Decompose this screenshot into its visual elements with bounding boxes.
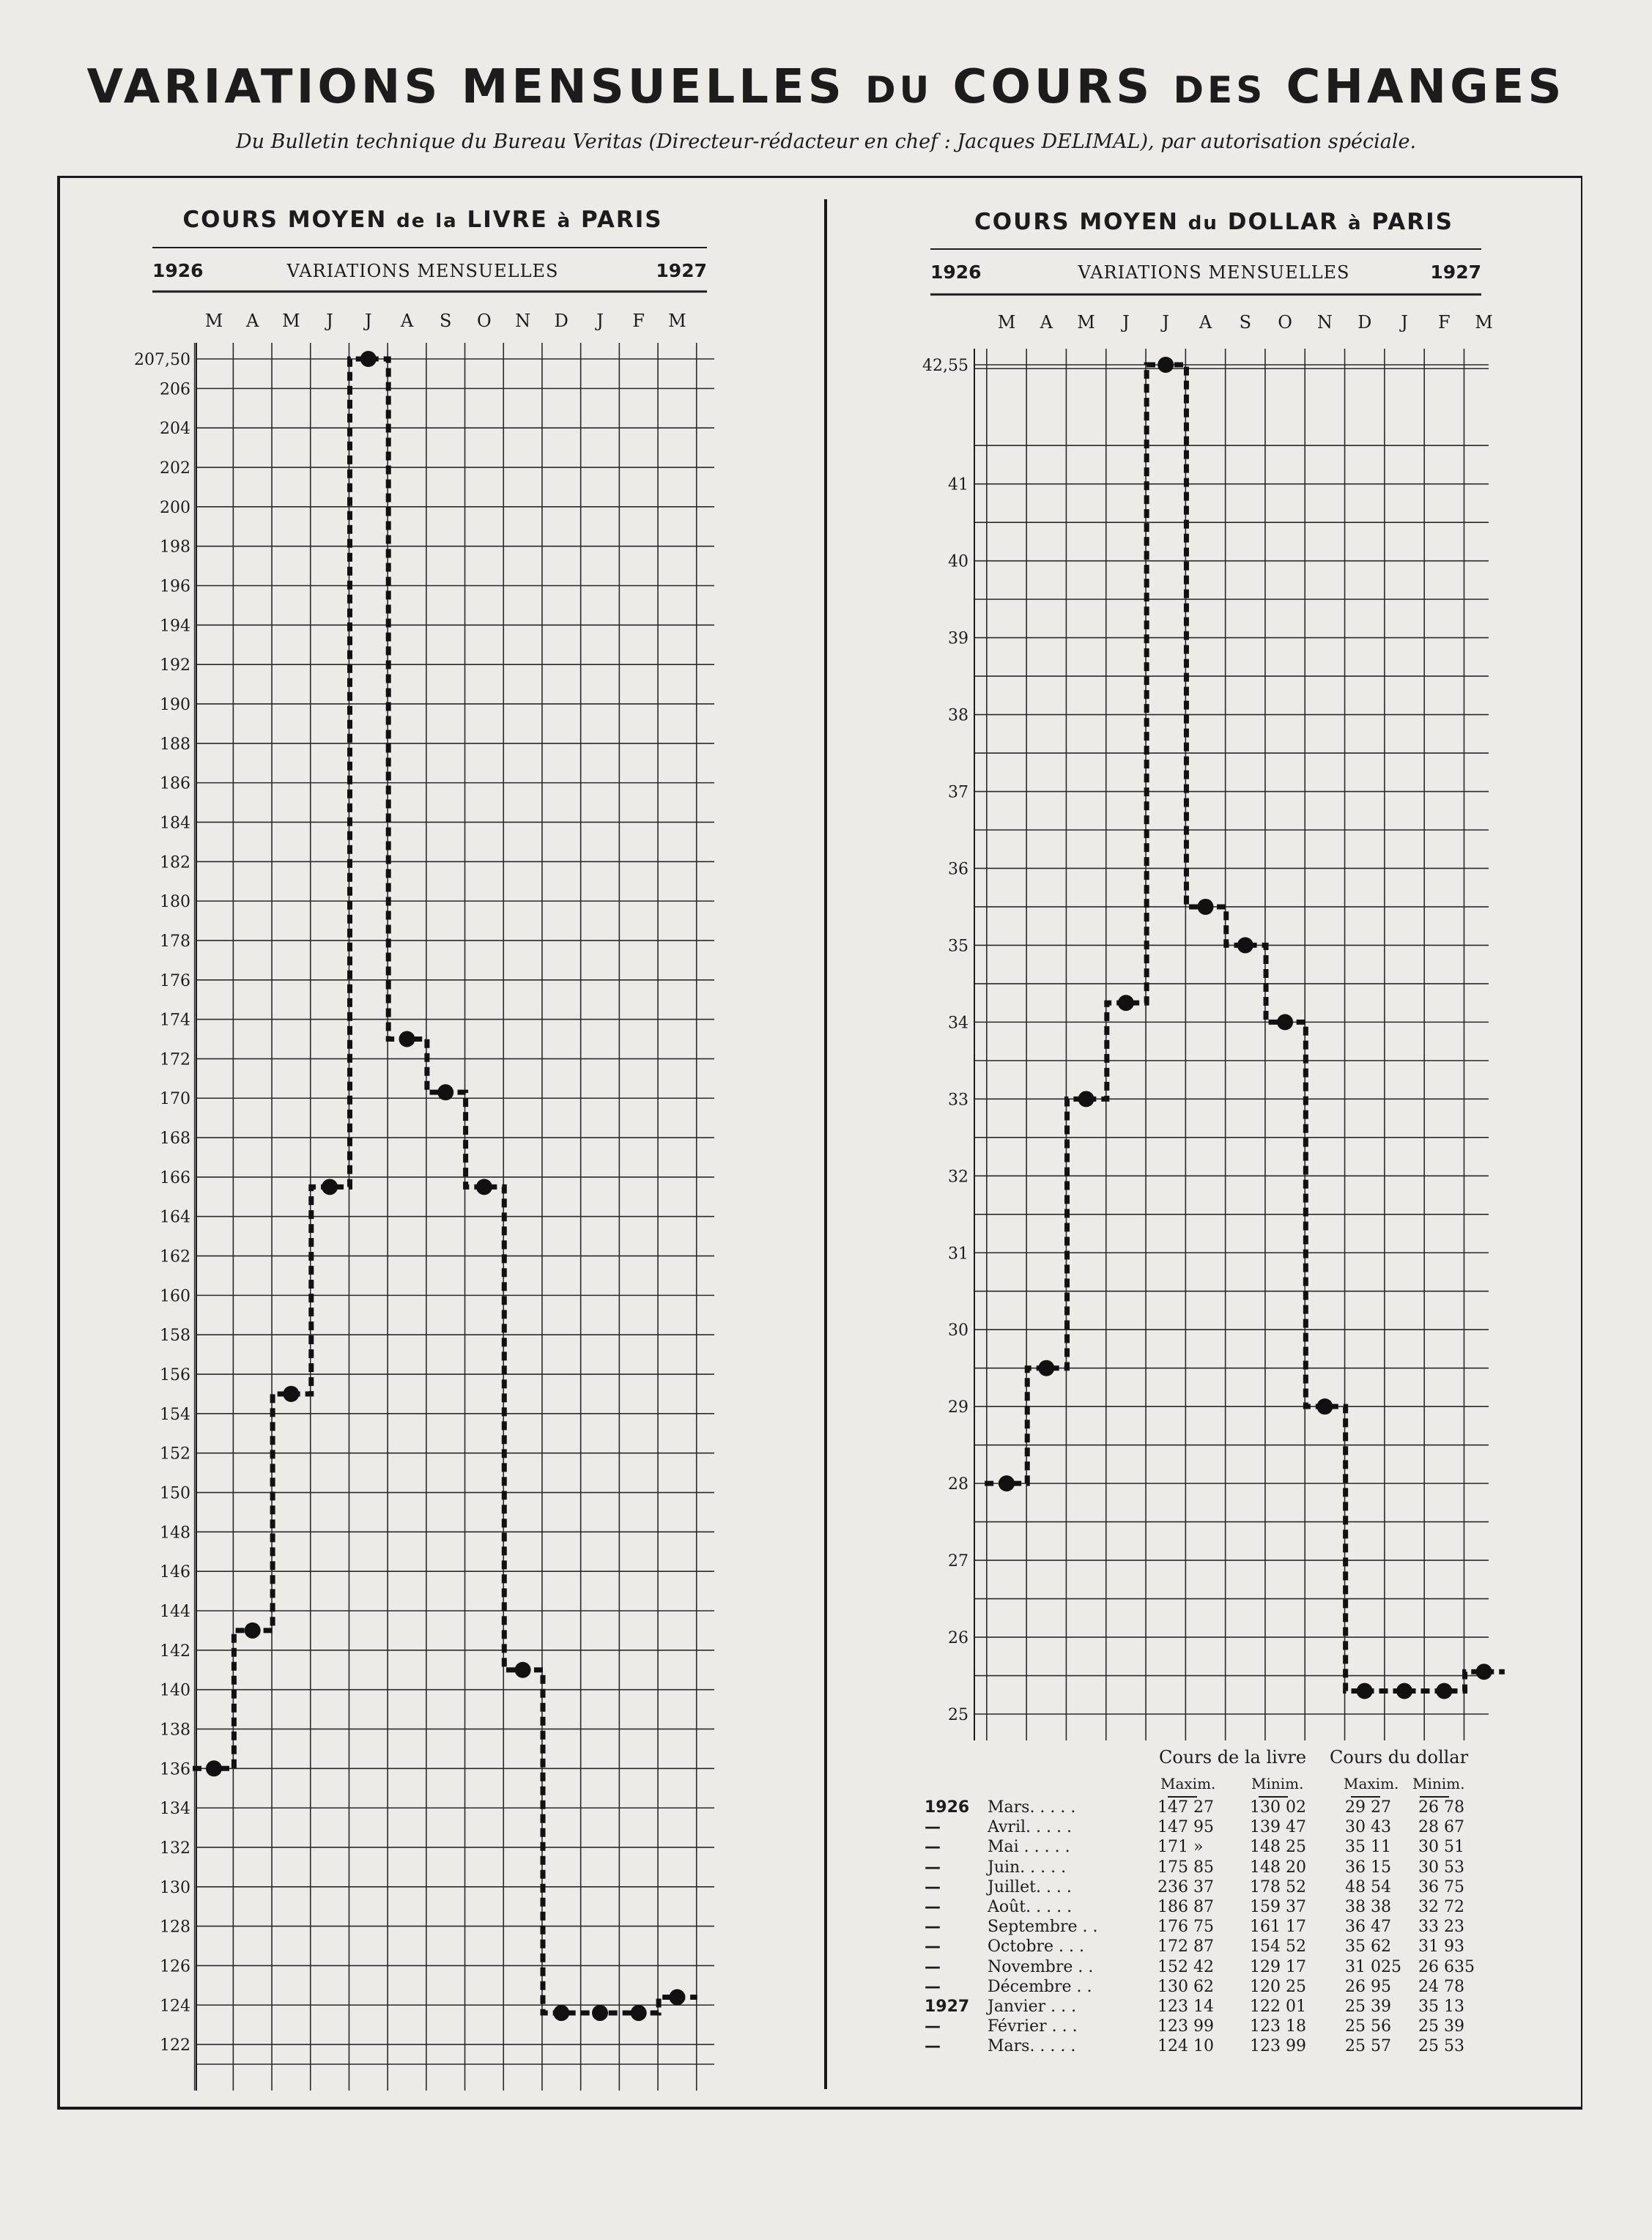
cell-year: — — [925, 1918, 941, 1937]
title-word: DU — [865, 69, 933, 111]
y-tick-label: 164 — [160, 1208, 190, 1227]
data-point — [283, 1386, 299, 1402]
cell-livre-min: 123 99 — [1250, 2037, 1306, 2056]
month-tick-label: J — [1122, 312, 1130, 333]
month-tick-label: M — [1077, 312, 1095, 333]
month-tick-label: M — [204, 311, 223, 331]
chart-title-word: à — [1347, 212, 1363, 234]
chart-title-word: du — [1188, 212, 1218, 234]
y-tick-label: 130 — [160, 1878, 190, 1897]
cell-dollar-max: 25 57 — [1345, 2037, 1391, 2056]
cell-month: Mars. . . . . — [988, 2037, 1076, 2056]
y-tick-label: 122 — [160, 2036, 190, 2055]
chart-title-word: LIVRE — [467, 207, 548, 233]
data-point — [1157, 357, 1174, 373]
table-row — [925, 1977, 1496, 1997]
y-tick-label: 158 — [160, 1327, 190, 1346]
y-tick-label: 182 — [160, 853, 190, 872]
month-tick-label: J — [1401, 312, 1408, 333]
cell-dollar-max: 29 27 — [1345, 1798, 1391, 1817]
y-tick-label: 206 — [160, 380, 190, 399]
chart-title-word: COURS — [182, 207, 278, 233]
cell-dollar-max: 35 11 — [1345, 1838, 1391, 1857]
cell-livre-min: 148 25 — [1250, 1838, 1306, 1857]
data-point — [206, 1760, 222, 1776]
table-row — [925, 1957, 1496, 1977]
y-tick-label: 174 — [160, 1011, 190, 1030]
cell-dollar-min: 32 72 — [1418, 1897, 1464, 1916]
cell-dollar-min: 36 75 — [1418, 1877, 1464, 1896]
y-tick-label: 144 — [160, 1602, 190, 1621]
cell-year: — — [925, 1838, 941, 1857]
data-point — [476, 1179, 492, 1195]
month-tick-label: M — [997, 312, 1016, 333]
cell-year: — — [925, 1977, 941, 1996]
cell-livre-min: 178 52 — [1250, 1877, 1306, 1896]
cell-year: — — [925, 1957, 941, 1976]
y-tick-label: 36 — [948, 860, 968, 879]
y-tick-label: 146 — [160, 1563, 190, 1582]
table-row — [925, 1858, 1496, 1877]
month-tick-label: J — [1162, 312, 1170, 333]
data-point — [553, 2005, 569, 2021]
data-point — [999, 1475, 1015, 1491]
chart-title-word: la — [435, 210, 458, 232]
y-tick-label: 140 — [160, 1681, 190, 1700]
series-step-line — [985, 365, 1505, 1691]
cell-livre-max: 123 14 — [1157, 1997, 1214, 2016]
chart-title-word: MOYEN — [1079, 209, 1179, 235]
cell-dollar-max: 36 47 — [1345, 1918, 1391, 1937]
y-tick-label: 34 — [948, 1014, 968, 1033]
y-tick-label: 168 — [160, 1130, 190, 1149]
month-tick-label: J — [364, 311, 372, 331]
year-left-label: 1926 — [152, 260, 204, 281]
dollar-max-header: Maxim. — [1344, 1775, 1399, 1792]
cell-dollar-min: 28 67 — [1418, 1818, 1464, 1837]
data-point — [360, 351, 377, 367]
title-word: CHANGES — [1286, 60, 1566, 114]
y-tick-label: 29 — [948, 1398, 968, 1417]
cell-livre-max: 124 10 — [1157, 2037, 1214, 2056]
y-tick-label: 192 — [160, 656, 190, 675]
y-tick-label: 156 — [160, 1366, 190, 1385]
cell-dollar-min: 26 635 — [1418, 1957, 1475, 1976]
y-tick-label: 142 — [160, 1642, 190, 1661]
table-row — [925, 2017, 1496, 2036]
data-point — [1396, 1683, 1412, 1699]
cell-dollar-min: 25 53 — [1418, 2037, 1464, 2056]
month-tick-label: A — [246, 311, 259, 331]
data-point — [592, 2005, 608, 2021]
table-row — [925, 1937, 1496, 1957]
chart-subtitle: VARIATIONS MENSUELLES — [286, 261, 559, 281]
chart-title-word: COURS — [974, 209, 1070, 235]
y-tick-label: 200 — [160, 498, 190, 517]
table-row — [925, 1897, 1496, 1917]
cell-month: Juin. . . . . — [988, 1858, 1067, 1877]
cell-year: — — [925, 2017, 941, 2036]
table-row — [925, 1798, 1496, 1817]
y-tick-label: 37 — [948, 783, 968, 802]
y-tick-label: 152 — [160, 1444, 190, 1464]
y-tick-label: 25 — [948, 1706, 968, 1724]
y-tick-label: 188 — [160, 735, 190, 754]
y-tick-label: 38 — [948, 706, 968, 725]
chart-title — [182, 207, 662, 233]
y-tick-label: 160 — [160, 1287, 190, 1306]
dollar-chart — [922, 209, 1505, 1740]
cell-livre-min: 130 02 — [1250, 1798, 1306, 1817]
title-word: COURS — [952, 60, 1154, 114]
chart-title — [974, 209, 1453, 235]
y-tick-label: 186 — [160, 774, 190, 793]
cell-livre-max: 236 37 — [1157, 1877, 1214, 1896]
cell-livre-max: 123 99 — [1157, 2017, 1214, 2036]
cell-dollar-min: 30 53 — [1418, 1858, 1464, 1877]
cell-year: — — [925, 1858, 941, 1877]
y-tick-label: 162 — [160, 1247, 190, 1267]
cell-livre-min: 159 37 — [1250, 1897, 1306, 1916]
group-dollar-label: Cours du dollar — [1330, 1747, 1469, 1768]
cell-month: Juillet. . . . — [988, 1877, 1072, 1896]
month-tick-label: M — [282, 311, 300, 331]
data-point — [1316, 1398, 1333, 1414]
cell-livre-max: 176 75 — [1157, 1918, 1214, 1937]
cell-livre-max: 147 27 — [1157, 1798, 1214, 1817]
month-tick-label: O — [477, 311, 492, 331]
data-point — [515, 1662, 531, 1678]
cell-month: Décembre . . — [988, 1977, 1092, 1996]
month-tick-label: N — [515, 311, 531, 331]
cell-year: 1927 — [925, 1997, 970, 2016]
cell-year: — — [925, 2037, 941, 2056]
data-point — [1038, 1360, 1054, 1376]
cell-dollar-min: 26 78 — [1418, 1798, 1464, 1817]
y-tick-label: 180 — [160, 893, 190, 912]
cell-month: Novembre . . — [988, 1957, 1094, 1976]
chart-subtitle: VARIATIONS MENSUELLES — [1078, 262, 1350, 283]
y-tick-label: 33 — [948, 1091, 968, 1110]
livre-max-header: Maxim. — [1160, 1775, 1216, 1792]
y-tick-label: 150 — [160, 1484, 190, 1503]
title-word: VARIATIONS — [86, 60, 442, 114]
table-sub-header — [925, 1774, 1496, 1798]
cell-dollar-max: 30 43 — [1345, 1818, 1391, 1837]
cell-livre-min: 123 18 — [1250, 2017, 1306, 2036]
data-point — [322, 1179, 338, 1195]
cell-dollar-max: 35 62 — [1345, 1937, 1391, 1957]
month-tick-label: S — [1239, 312, 1252, 333]
cell-year: — — [925, 1937, 941, 1957]
data-point — [1237, 937, 1253, 953]
y-tick-label: 202 — [160, 459, 190, 478]
cell-dollar-max: 26 95 — [1345, 1977, 1391, 1996]
month-tick-label: J — [326, 311, 333, 331]
table-row — [925, 1837, 1496, 1857]
data-point — [669, 1989, 685, 2005]
data-point — [437, 1084, 453, 1100]
y-tick-label: 30 — [948, 1321, 968, 1340]
data-point — [399, 1031, 415, 1047]
y-tick-label: 178 — [160, 932, 190, 951]
cell-month: Février . . . — [988, 2017, 1078, 2036]
table-row — [925, 1997, 1496, 2017]
cell-livre-max: 171 » — [1157, 1838, 1204, 1857]
data-point — [1198, 899, 1214, 915]
month-tick-label: D — [1357, 312, 1372, 333]
dollar-min-header: Minim. — [1412, 1775, 1465, 1792]
chart-title-word: MOYEN — [287, 207, 388, 233]
data-point — [631, 2005, 647, 2021]
month-tick-label: M — [1475, 312, 1493, 333]
month-tick-label: A — [1199, 312, 1212, 333]
y-tick-label: 166 — [160, 1168, 190, 1187]
chart-title-word: DOLLAR — [1227, 209, 1339, 235]
cell-dollar-min: 25 39 — [1418, 2017, 1464, 2036]
y-tick-label: 194 — [160, 617, 190, 636]
y-tick-label: 172 — [160, 1050, 190, 1069]
table-group-header — [925, 1748, 1496, 1774]
y-tick-label: 28 — [948, 1475, 968, 1494]
data-point — [1476, 1664, 1492, 1680]
cell-livre-max: 152 42 — [1157, 1957, 1214, 1976]
data-point — [1357, 1683, 1373, 1699]
y-tick-label: 134 — [160, 1800, 190, 1819]
y-tick-label: 184 — [160, 814, 190, 833]
y-tick-label: 190 — [160, 695, 190, 714]
month-tick-label: F — [1437, 312, 1451, 333]
y-tick-label: 35 — [948, 937, 968, 956]
month-tick-label: A — [400, 311, 414, 331]
cell-month: Avril. . . . . — [988, 1818, 1072, 1837]
y-tick-label: 41 — [948, 475, 968, 494]
y-tick-label: 32 — [948, 1168, 968, 1187]
cell-dollar-max: 38 38 — [1345, 1897, 1391, 1916]
cell-year: — — [925, 1818, 941, 1837]
y-tick-label: 204 — [160, 420, 190, 439]
y-tick-label: 170 — [160, 1090, 190, 1109]
data-point — [1436, 1683, 1452, 1699]
title-word: DES — [1173, 69, 1267, 111]
data-point — [1118, 995, 1134, 1011]
cell-month: Mai . . . . . — [988, 1838, 1070, 1857]
cell-livre-max: 172 87 — [1157, 1937, 1214, 1957]
cell-livre-max: 186 87 — [1157, 1897, 1214, 1916]
cell-livre-min: 161 17 — [1250, 1918, 1306, 1937]
month-tick-label: A — [1040, 312, 1053, 333]
y-tick-label: 124 — [160, 1997, 190, 2016]
cell-livre-min: 154 52 — [1250, 1937, 1306, 1957]
data-point — [1277, 1014, 1293, 1030]
year-right-label: 1927 — [656, 260, 707, 281]
series-step-line — [193, 359, 697, 2013]
cell-month: Octobre . . . — [988, 1937, 1085, 1957]
table-row — [925, 1917, 1496, 1937]
y-tick-label: 138 — [160, 1721, 190, 1740]
y-tick-label: 198 — [160, 538, 190, 557]
cell-livre-min: 139 47 — [1250, 1818, 1306, 1837]
month-tick-label: D — [554, 311, 568, 331]
y-tick-label: 31 — [948, 1245, 968, 1264]
cell-month: Septembre . . — [988, 1918, 1098, 1937]
y-tick-label: 40 — [948, 552, 968, 571]
chart-title-word: de — [396, 210, 426, 232]
cell-year: 1926 — [925, 1798, 970, 1817]
cell-dollar-max: 31 025 — [1345, 1957, 1401, 1976]
year-right-label: 1927 — [1430, 262, 1481, 283]
cell-dollar-max: 25 39 — [1345, 1997, 1391, 2016]
table-row — [925, 1877, 1496, 1897]
y-tick-label: 132 — [160, 1839, 190, 1858]
chart-title-word: à — [557, 210, 572, 232]
cell-dollar-min: 31 93 — [1418, 1937, 1464, 1957]
y-tick-label: 126 — [160, 1957, 190, 1976]
chart-title-word: PARIS — [580, 207, 663, 233]
y-tick-label: 207,50 — [134, 351, 190, 369]
cell-livre-min: 122 01 — [1250, 1997, 1306, 2016]
y-tick-label: 148 — [160, 1524, 190, 1543]
month-tick-label: J — [596, 311, 604, 331]
month-tick-label: O — [1278, 312, 1292, 333]
cell-dollar-max: 36 15 — [1345, 1858, 1391, 1877]
month-tick-label: N — [1316, 312, 1333, 333]
table-row — [925, 1817, 1496, 1837]
y-tick-label: 154 — [160, 1405, 190, 1424]
exchange-rate-table — [925, 1748, 1496, 2056]
title-word: MENSUELLES — [461, 60, 845, 114]
livre-min-header: Minim. — [1251, 1775, 1304, 1792]
chart-title-word: PARIS — [1371, 209, 1453, 235]
group-livre-label: Cours de la livre — [1159, 1747, 1307, 1768]
livre-chart — [134, 207, 714, 2091]
cell-livre-max: 175 85 — [1157, 1858, 1214, 1877]
cell-month: Mars. . . . . — [988, 1798, 1076, 1817]
cell-livre-min: 129 17 — [1250, 1957, 1306, 1976]
y-tick-label: 26 — [948, 1629, 968, 1648]
y-tick-label: 176 — [160, 971, 190, 990]
year-left-label: 1926 — [930, 262, 982, 283]
cell-dollar-max: 48 54 — [1345, 1877, 1391, 1896]
table-body — [925, 1798, 1496, 2056]
month-tick-label: F — [632, 311, 645, 331]
y-tick-label: 196 — [160, 577, 190, 596]
month-tick-label: S — [439, 311, 452, 331]
y-tick-label: 128 — [160, 1918, 190, 1937]
cell-year: — — [925, 1877, 941, 1896]
cell-dollar-max: 25 56 — [1345, 2017, 1391, 2036]
cell-livre-min: 148 20 — [1250, 1858, 1306, 1877]
data-point — [245, 1622, 261, 1639]
data-point — [1078, 1091, 1094, 1107]
cell-dollar-min: 33 23 — [1418, 1918, 1464, 1937]
y-tick-label: 42,55 — [922, 357, 968, 375]
y-tick-label: 27 — [948, 1552, 968, 1571]
cell-dollar-min: 24 78 — [1418, 1977, 1464, 1996]
cell-livre-max: 147 95 — [1157, 1818, 1214, 1837]
cell-month: Janvier . . . — [988, 1997, 1077, 2016]
month-tick-label: M — [668, 311, 686, 331]
cell-livre-min: 120 25 — [1250, 1977, 1306, 1996]
cell-month: Août. . . . . — [988, 1897, 1073, 1916]
cell-year: — — [925, 1897, 941, 1916]
cell-dollar-min: 30 51 — [1418, 1838, 1464, 1857]
table-row — [925, 2036, 1496, 2056]
cell-livre-max: 130 62 — [1157, 1977, 1214, 1996]
y-tick-label: 136 — [160, 1760, 190, 1779]
y-tick-label: 39 — [948, 629, 968, 648]
page-subtitle: Du Bulletin technique du Bureau Veritas (Directeur-rédacteur en chef : Jacques DELIMAL), par autorisation spéciale. — [235, 130, 1417, 153]
cell-dollar-min: 35 13 — [1418, 1997, 1464, 2016]
